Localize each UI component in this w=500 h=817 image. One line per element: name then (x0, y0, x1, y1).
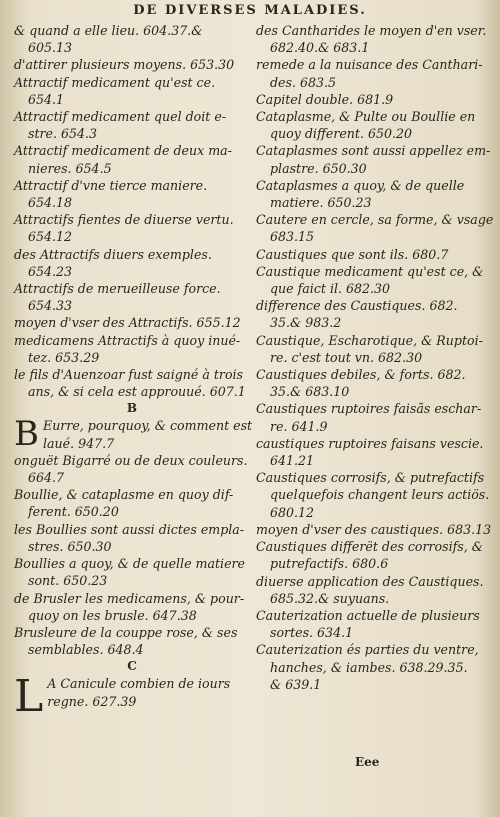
entry-line: Cautere en cercle, sa forme, & vsage (256, 212, 494, 228)
entry-line: Cauterization és parties du ventre, (256, 642, 479, 658)
entry-line: 664.7 (28, 470, 65, 486)
index-entry (256, 263, 486, 297)
right-entries (256, 22, 494, 693)
entry-line: hanches, & iambes. 638.29.35. (270, 659, 468, 675)
entry-line: semblables. 648.4 (28, 642, 144, 658)
section-letter-b: B (126, 401, 138, 416)
index-entry (14, 555, 250, 589)
entry-line: quelquefois changent leurs actiös. (270, 487, 490, 503)
entry-line: quoy on les brusle. 647.38 (28, 607, 197, 623)
index-entry (14, 452, 250, 486)
entry-line: Eurre, pourquoy, & comment est (43, 418, 253, 434)
index-entry (256, 538, 486, 572)
entry-line: stre. 654.3 (28, 126, 98, 142)
section-c-block (14, 671, 250, 723)
entry-line: 654.18 (28, 195, 73, 211)
entry-line: Caustiques ruptoires faisãs eschar- (256, 401, 482, 417)
entry-line: plastre. 650.30 (270, 160, 367, 176)
entry-line: A Canicule combien de iours (47, 676, 231, 692)
entry-line: diuerse application des Caustiques. (256, 573, 484, 589)
index-entry (14, 521, 250, 555)
entry-line: des. 683.5 (270, 74, 337, 90)
entry-line: 654.1 (28, 91, 65, 107)
entry-line: 35.& 683.10 (270, 384, 350, 400)
entry-line: Caustiques que sont ils. 680.7 (256, 246, 449, 262)
entry-line: 654.12 (28, 229, 73, 245)
entry-line: de Brusler les medicamens, & pour- (14, 590, 245, 606)
entry-line: & 639.1 (270, 676, 322, 692)
entry-line: que faict il. 682.30 (270, 281, 391, 297)
entry-line: moyen d'vser des caustiques. 683.13 (256, 521, 492, 537)
index-entry (14, 590, 250, 624)
entry-line: Attractifs de merueilleuse force. (14, 281, 221, 297)
entry-line: caustiques ruptoires faisans vescie. (256, 435, 484, 451)
entry-line: des Cantharides le moyen d'en vser. (256, 23, 487, 38)
index-entry (14, 314, 250, 331)
entry-line: ans, & si cela est approuué. 607.1 (28, 384, 246, 400)
index-entry (14, 56, 250, 73)
entry-line: les Boullies sont aussi dictes empla- (14, 521, 245, 537)
entry-line: 654.23 (28, 263, 73, 279)
entry-line: matiere. 650.23 (270, 195, 372, 211)
section-b-block (14, 414, 253, 658)
entry-line: onguët Bigarré ou de deux couleurs. (14, 452, 248, 468)
index-entry (14, 280, 250, 314)
left-column (14, 22, 253, 723)
index-entry (14, 366, 250, 400)
b-entries (14, 414, 253, 658)
entry-line: 685.32.& suyuans. (270, 590, 390, 606)
entry-line: Attractif medicament qu'est ce. (14, 74, 216, 90)
entry-line: 605.13 (28, 40, 73, 56)
entry-line: des Attractifs diuers exemples. (14, 246, 212, 262)
index-entry (14, 177, 250, 211)
index-entry (256, 641, 486, 693)
entry-line: 683.15 (270, 229, 315, 245)
entry-line: moyen d'vser des Attractifs. 655.12 (14, 315, 241, 331)
entry-line: Cauterization actuelle de plusieurs (256, 607, 480, 623)
entry-line: Cataplasmes sont aussi appellez em- (256, 143, 491, 159)
entry-line: medicamens Attractifs à quoy inué- (14, 332, 241, 348)
entry-line: Caustiques differët des corrosifs, & (256, 539, 483, 555)
index-entry (256, 573, 486, 607)
index-entry (14, 675, 250, 709)
entry-line: Caustique medicament qu'est ce, & (256, 263, 484, 279)
index-entry (14, 414, 253, 455)
drop-cap-b: B (14, 414, 39, 455)
entry-line: sont. 650.23 (28, 573, 108, 589)
entry-line: Caustiques corrosifs, & putrefactifs (256, 470, 485, 486)
index-entry (14, 74, 250, 108)
entry-line: Caustiques debiles, & forts. 682. (256, 367, 466, 383)
entry-line: re. c'est tout vn. 682.30 (270, 349, 423, 365)
entry-line: 641.21 (270, 453, 315, 469)
index-entry (14, 332, 250, 366)
left-entries (14, 22, 250, 400)
signature-mark: Eee (355, 755, 380, 769)
entry-line: ferent. 650.20 (28, 504, 119, 520)
index-entry (256, 142, 491, 176)
index-entry (256, 400, 486, 434)
entry-line: putrefactifs. 680.6 (270, 556, 389, 572)
entry-line: difference des Caustiques. 682. (256, 298, 458, 314)
running-header: DE DIVERSES MALADIES. (133, 3, 367, 18)
right-column (256, 22, 494, 693)
index-entry (256, 246, 486, 263)
entry-line: 35.& 983.2 (270, 315, 342, 331)
c-entries (14, 675, 250, 709)
entry-line: Capitel double. 681.9 (256, 91, 394, 107)
entry-line: Cataplasme, & Pulte ou Boullie en (256, 109, 476, 125)
section-letter-c: C (127, 659, 137, 674)
entry-line: d'attirer plusieurs moyens. 653.30 (14, 57, 235, 73)
entry-line: Attractifs fientes de diuerse vertu. (14, 212, 234, 228)
entry-line: stres. 650.30 (28, 538, 112, 554)
entry-line: Boullie, & cataplasme en quoy dif- (14, 487, 234, 503)
entry-line: regne. 627.39 (47, 693, 137, 709)
index-entry (256, 469, 490, 521)
entry-line: Attractif medicament quel doit e- (14, 109, 227, 125)
entry-line: sortes. 634.1 (270, 625, 354, 641)
entry-line: re. 641.9 (270, 418, 328, 434)
index-entry (256, 521, 492, 538)
entry-line: Cataplasmes a quoy, & de quelle (256, 177, 465, 193)
entry-line: 682.40.& 683.1 (270, 40, 370, 56)
entry-line: le fils d'Auenzoar fust saigné à trois (14, 367, 244, 383)
entry-line: Caustique, Escharotique, & Ruptoi- (256, 332, 483, 348)
index-entry (256, 332, 486, 366)
index-entry (256, 56, 486, 90)
index-entry (256, 435, 486, 469)
index-entry (14, 486, 250, 520)
index-entry (14, 108, 250, 142)
entry-line: quoy different. 650.20 (270, 126, 413, 142)
index-entry (14, 22, 250, 56)
entry-line: laué. 947.7 (43, 435, 115, 451)
index-entry (256, 607, 486, 641)
entry-line: tez. 653.29 (28, 349, 100, 365)
entry-line: Brusleure de la couppe rose, & ses (14, 624, 238, 640)
index-entry (256, 297, 486, 331)
index-entry (14, 211, 250, 245)
entry-line: Attractif medicament de deux ma- (14, 143, 232, 159)
entry-line: 654.33 (28, 298, 73, 314)
index-entry (256, 22, 486, 56)
index-entry (256, 91, 486, 108)
entry-line: 680.12 (270, 504, 315, 520)
index-entry (14, 142, 250, 176)
index-entry (256, 177, 486, 211)
entry-line: Boullies a quoy, & de quelle matiere (14, 556, 245, 572)
entry-line: nieres. 654.5 (28, 160, 112, 176)
drop-cap-l: L (14, 671, 44, 723)
index-entry (14, 246, 250, 280)
index-entry (14, 624, 250, 658)
index-entry (256, 108, 486, 142)
entry-line: remede a la nuisance des Canthari- (256, 57, 483, 73)
index-entry (256, 211, 494, 245)
entry-line: Attractif d'vne tierce maniere. (14, 177, 208, 193)
entry-line: & quand a elle lieu. 604.37.& (14, 23, 203, 38)
index-entry (256, 366, 486, 400)
